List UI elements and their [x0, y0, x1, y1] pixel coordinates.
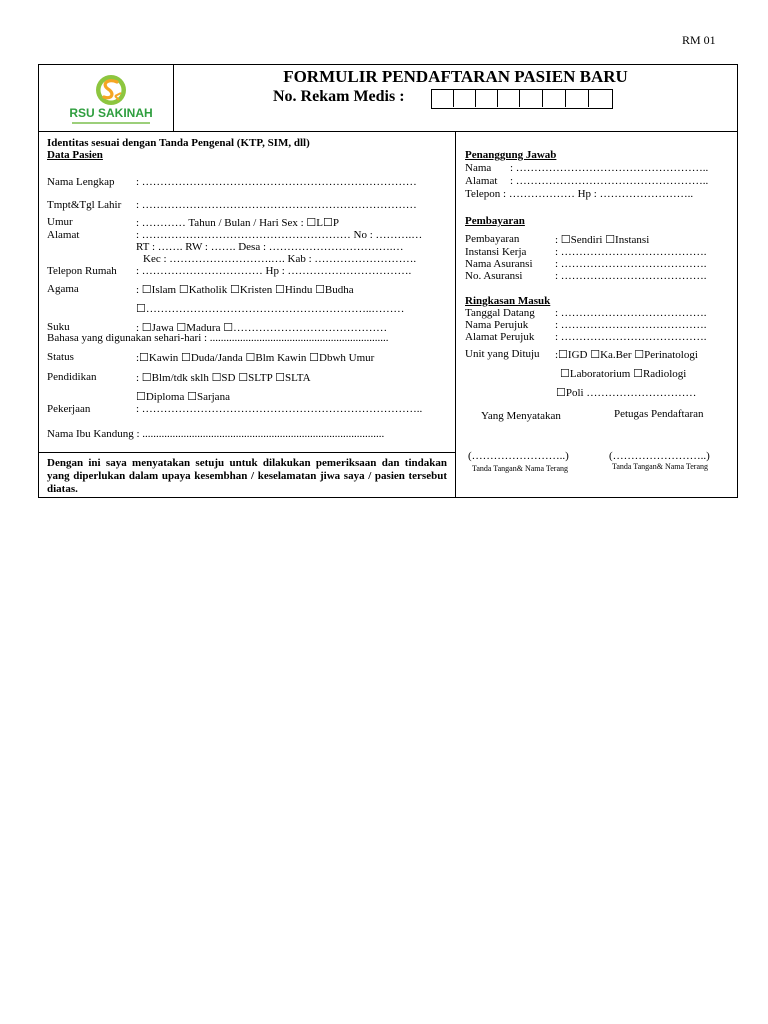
bahasa-field[interactable]: Bahasa yang digunakan sehari-hari : .................................................................	[47, 332, 389, 344]
pekerjaan-label: Pekerjaan	[47, 403, 91, 415]
instansi-kerja-field[interactable]: : ………………………………….	[555, 246, 707, 258]
unit-options-2[interactable]: ☐Laboratorium ☐Radiologi	[560, 368, 687, 380]
nama-lengkap-field[interactable]: : …………………………………………………………………	[136, 176, 417, 188]
pj-telepon-field[interactable]: Telepon : ……………… Hp : ……………………..	[465, 188, 694, 200]
suku-options[interactable]: : ☐Jawa ☐Madura ☐……………………………………	[136, 322, 388, 334]
unit-poli-field[interactable]: ☐Poli …………………………	[556, 387, 697, 399]
ringkasan-masuk-heading: Ringkasan Masuk	[465, 295, 551, 307]
status-options[interactable]: :☐Kawin ☐Duda/Janda ☐Blm Kawin ☐Dbwh Umur	[136, 352, 375, 364]
status-label: Status	[47, 351, 74, 363]
no-asuransi-label: No. Asuransi	[465, 270, 523, 282]
document-code: RM 01	[682, 33, 716, 47]
signature-officer[interactable]: (……………………..)	[609, 450, 710, 462]
pendidikan-options-1[interactable]: : ☐Blm/tdk sklh ☐SD ☐SLTP ☐SLTA	[136, 372, 311, 384]
agama-label: Agama	[47, 283, 79, 295]
no-asuransi-field[interactable]: : ………………………………….	[555, 270, 707, 282]
hospital-logo	[68, 72, 154, 128]
nama-perujuk-label: Nama Perujuk	[465, 319, 529, 331]
nama-ibu-kandung-field[interactable]: Nama Ibu Kandung : ........................................................................................	[47, 428, 385, 440]
nama-asuransi-label: Nama Asuransi	[465, 258, 533, 270]
agama-options[interactable]: : ☐Islam ☐Katholik ☐Kristen ☐Hindu ☐Budha	[136, 284, 354, 296]
pendidikan-label: Pendidikan	[47, 371, 97, 383]
nama-perujuk-field[interactable]: : ………………………………….	[555, 319, 707, 331]
umur-sex-field[interactable]: : ………… Tahun / Bulan / Hari Sex : ☐L☐P	[136, 217, 339, 229]
frame-bottom	[38, 497, 738, 498]
identitas-note: Identitas sesuai dengan Tanda Pengenal (KTP, SIM, dll)	[47, 137, 310, 149]
logo-text: RSU SAKINAH	[69, 106, 153, 120]
pembayaran-options[interactable]: : ☐Sendiri ☐Instansi	[555, 234, 650, 246]
instansi-kerja-label: Instansi Kerja	[465, 246, 527, 258]
pj-nama-field[interactable]: : ……………………………………………..	[510, 162, 709, 174]
telepon-rumah-label: Telepon Rumah	[47, 265, 117, 277]
form-title: FORMULIR PENDAFTARAN PASIEN BARU	[283, 67, 628, 86]
unit-dituju-label: Unit yang Dituju	[465, 348, 540, 360]
data-pasien-heading: Data Pasien	[47, 149, 103, 161]
suku-label: Suku	[47, 321, 70, 333]
rt-rw-desa-field[interactable]: RT : ……. RW : ……. Desa : …………………………….…	[136, 241, 404, 253]
pj-alamat-label: Alamat	[465, 175, 498, 187]
pembayaran-heading: Pembayaran	[465, 215, 525, 227]
alamat-field[interactable]: : ………………………………………………… No : ……….…	[136, 229, 423, 241]
nama-asuransi-field[interactable]: : ………………………………….	[555, 258, 707, 270]
alamat-label: Alamat	[47, 229, 80, 241]
header-divider	[38, 131, 738, 132]
tanggal-datang-field[interactable]: : ………………………………….	[555, 307, 707, 319]
signature-applicant[interactable]: (……………………..)	[468, 450, 569, 462]
column-divider	[455, 131, 456, 498]
logo-tagline	[72, 122, 150, 124]
frame-right	[737, 64, 738, 498]
agama-other-field[interactable]: ☐……………………………………………………..………	[136, 303, 405, 315]
pekerjaan-field[interactable]: : …………………………………………………………………..	[136, 403, 423, 415]
frame-left	[38, 64, 39, 498]
tanggal-datang-label: Tanggal Datang	[465, 307, 535, 319]
tempat-tgl-lahir-label: Tmpt&Tgl Lahir	[47, 199, 122, 211]
signature-officer-caption: Tanda Tangan& Nama Terang	[612, 462, 708, 471]
yang-menyatakan-label: Yang Menyatakan	[481, 410, 561, 422]
pj-nama-label: Nama	[465, 162, 492, 174]
rekam-medis-label: No. Rekam Medis :	[273, 88, 405, 105]
petugas-pendaftaran-label: Petugas Pendaftaran	[614, 408, 704, 420]
consent-divider	[38, 452, 456, 453]
umur-label: Umur	[47, 216, 73, 228]
frame-top	[38, 64, 738, 65]
pj-alamat-field[interactable]: : ……………………………………………..	[510, 175, 709, 187]
pendidikan-options-2[interactable]: ☐Diploma ☐Sarjana	[136, 391, 230, 403]
telepon-hp-field[interactable]: : …………………………… Hp : …………………………….	[136, 265, 412, 277]
nama-lengkap-label: Nama Lengkap	[47, 176, 115, 188]
alamat-perujuk-label: Alamat Perujuk	[465, 331, 535, 343]
unit-options-1[interactable]: :☐IGD ☐Ka.Ber ☐Perinatologi	[555, 349, 698, 361]
alamat-perujuk-field[interactable]: : ………………………………….	[555, 331, 707, 343]
consent-statement: Dengan ini saya menyatakan setuju untuk dilakukan pemeriksaan dan tindakan yang diperlukan dalam upaya kesembhan / keselamatan jiwa saya / pasien tersebut diatas.	[47, 457, 447, 495]
signature-applicant-caption: Tanda Tangan& Nama Terang	[472, 464, 568, 473]
rekam-medis-boxes[interactable]	[431, 89, 613, 109]
tempat-tgl-lahir-field[interactable]: : …………………………………………………………………	[136, 199, 417, 211]
penanggung-jawab-heading: Penanggung Jawab	[465, 149, 557, 161]
pembayaran-label: Pembayaran	[465, 233, 520, 245]
kec-kab-field[interactable]: Kec : ……………………….…. Kab : ……………………….	[143, 253, 417, 265]
